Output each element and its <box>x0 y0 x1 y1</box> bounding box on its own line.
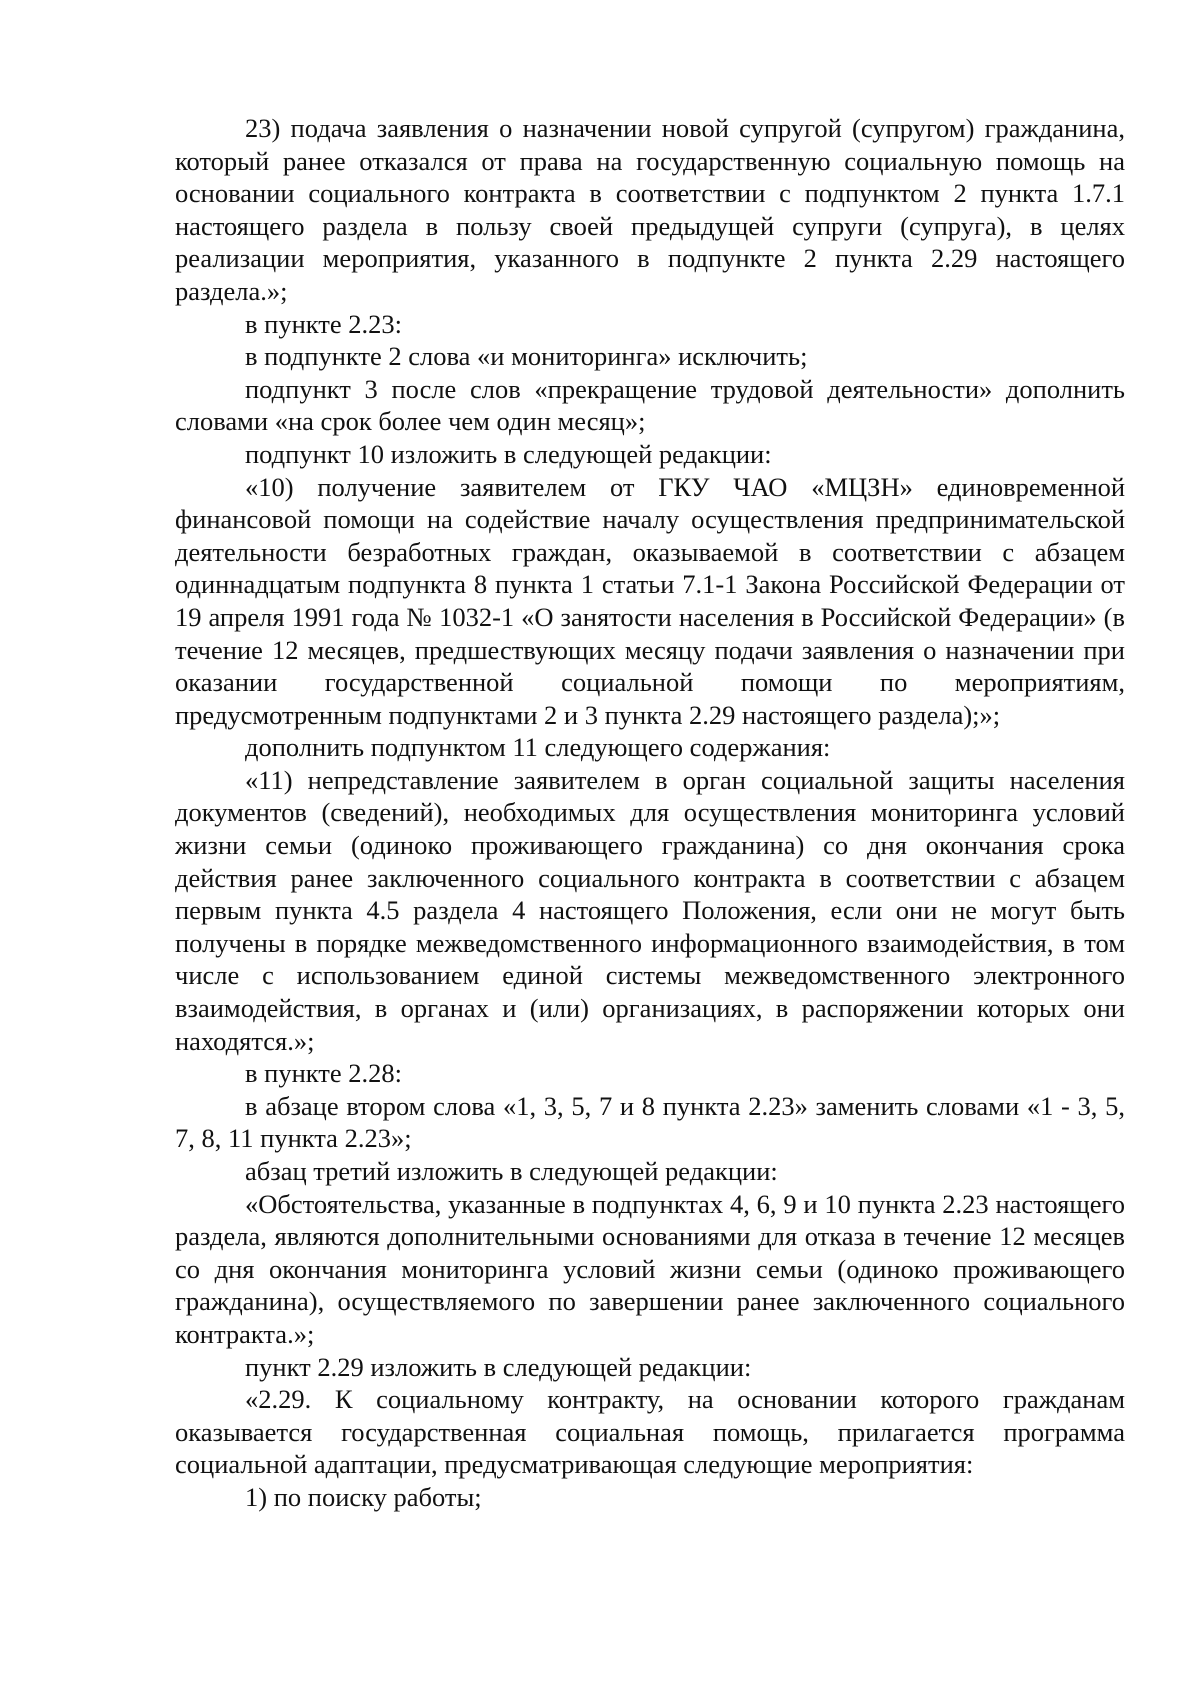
paragraph-abzac-third-intro: абзац третий изложить в следующей редакции: <box>245 1156 778 1186</box>
paragraph-point-2-29-text: «2.29. К социальному контракту, на основании которого гражданам оказывается государственная социальная помощь, прилагается программа социальной адаптации, предусматривающая следующие мероприятия: <box>175 1384 1125 1480</box>
paragraph-subpoint-11-intro: дополнить подпунктом 11 следующего содержания: <box>245 732 831 763</box>
paragraph-point-2-28: в пункте 2.28: <box>245 1058 402 1089</box>
paragraph-abzac-third-text: «Обстоятельства, указанные в подпунктах 4, 6, 9 и 10 пункта 2.23 настоящего раздела, являются дополнительными основаниями для отказа в течение 12 месяцев со дня окончания мониторинга условий жизни семьи (одиноко проживающего гражданина), осуществляемого по завершении ранее заключенного социального контракта.»; <box>175 1188 1125 1349</box>
paragraph-point-2-29-intro: пункт 2.29 изложить в следующей редакции: <box>245 1351 752 1382</box>
document-page <box>175 112 1125 1514</box>
paragraph-subpoint-10-intro: подпункт 10 изложить в следующей редакции: <box>245 438 772 469</box>
paragraph-job-search: 1) по поиску работы; <box>245 1481 482 1512</box>
paragraph-point-2-23: в пункте 2.23: <box>245 308 402 339</box>
paragraph-subpoint-11-text: «11) непредставление заявителем в орган социальной защиты населения документов (сведений), необходимых для осуществления мониторинга условий жизни семьи (одиноко проживающего гражданина) со дня окончания срока действия ранее заключенного социального контракта в соответствии с абзацем первым пункта 4.5 раздела 4 настоящего Положения, если они не могут быть получены в порядке межведомственного информационного взаимодействия, в том числе с использованием единой системы межведомственного электронного взаимодействия, в органах и (или) организациях, в распоряжении которых они находятся.»; <box>175 764 1125 1056</box>
paragraph-item-23: 23) подача заявления о назначении новой супругой (супругом) гражданина, который ранее отказался от права на государственную социальную помощь на основании социального контракта в соответствии с подпунктом 2 пункта 1.7.1 настоящего раздела в пользу своей предыдущей супруги (супруга), в целях реализации мероприятия, указанного в подпункте 2 пункта 2.29 настоящего раздела.»; <box>175 113 1125 306</box>
paragraph-abzac-second: в абзаце втором слова «1, 3, 5, 7 и 8 пункта 2.23» заменить словами «1 - 3, 5, 7, 8, 11 пункта 2.23»; <box>175 1090 1125 1154</box>
paragraph-subpoint-2: в подпункте 2 слова «и мониторинга» исключить; <box>245 341 808 372</box>
paragraph-subpoint-3: подпункт 3 после слов «прекращение трудовой деятельности» дополнить словами «на срок более чем один месяц»; <box>175 373 1125 437</box>
paragraph-subpoint-10-text: «10) получение заявителем от ГКУ ЧАО «МЦЗН» единовременной финансовой помощи на содействие началу осуществления предпринимательской деятельности безработных граждан, оказываемой в соответствии с абзацем одиннадцатым подпункта 8 пункта 1 статьи 7.1-1 Закона Российской Федерации от 19 апреля 1991 года № 1032-1 «О занятости населения в Российской Федерации» (в течение 12 месяцев, предшествующих месяцу подачи заявления о назначении при оказании государственной социальной помощи по мероприятиям, предусмотренным подпунктами 2 и 3 пункта 2.29 настоящего раздела);»; <box>175 471 1125 730</box>
